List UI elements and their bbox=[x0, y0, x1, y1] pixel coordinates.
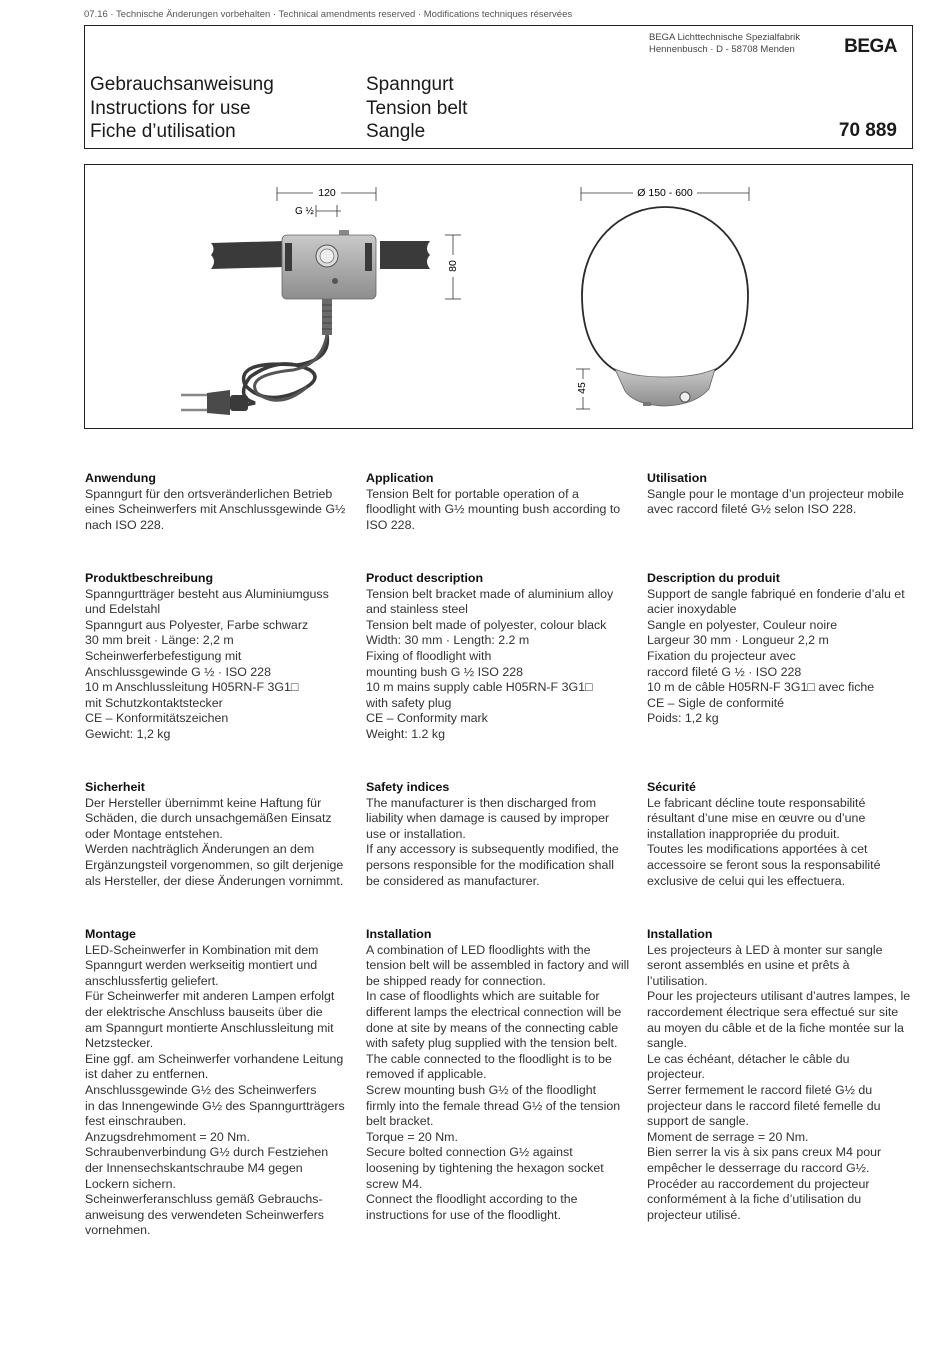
heading-en: Installation bbox=[366, 927, 432, 941]
col-en bbox=[366, 471, 638, 533]
product-titles bbox=[366, 73, 467, 144]
company-location: Hennenbusch · D - 58708 Menden bbox=[649, 44, 795, 55]
heading-en: Application bbox=[366, 471, 434, 485]
col-en bbox=[366, 780, 638, 889]
body-en: A combination of LED floodlights with the tension belt will be assembled in factory and will be shipped ready for connection. In case of floodlights which are suitable for different lamps the electrical connection will be done at site by means of the connecting cable with safety plug supplied with the tension belt. The cable connected to the floodlight is to be removed if applicable. Screw mounting bush G½ of the floodlight firmly into the female thread G½ of the tension belt bracket. Torque = 20 Nm. Secure bolted connection G½ against loosening by tightening the hexagon socket screw M4. Connect the floodlight according to the instructions for use of the floodlight. bbox=[366, 942, 630, 1222]
width-label: 120 bbox=[318, 187, 336, 199]
heading-de: Montage bbox=[85, 927, 136, 941]
heading-fr: Utilisation bbox=[647, 471, 707, 485]
heading-fr: Sécurité bbox=[647, 780, 696, 794]
document-type-titles bbox=[90, 73, 274, 144]
belt-loop-drawing bbox=[575, 185, 749, 409]
doc-title-en: Instructions for use bbox=[90, 97, 251, 119]
revision-note: 07.16 · Technische Änderungen vorbehalten · Technical amendments reserved · Modifications techniques réservées bbox=[84, 9, 573, 20]
heading-de: Sicherheit bbox=[85, 780, 145, 794]
diameter-label: Ø 150 - 600 bbox=[637, 187, 693, 199]
bracket-height-dimension bbox=[575, 369, 590, 409]
product-title-en: Tension belt bbox=[366, 97, 468, 119]
company-name: BEGA Lichttechnische Spezialfabrik bbox=[649, 32, 801, 43]
col-de bbox=[85, 471, 357, 533]
col-fr bbox=[647, 927, 919, 1223]
thread-dimension bbox=[295, 205, 341, 217]
col-de bbox=[85, 571, 357, 743]
col-fr bbox=[647, 571, 919, 727]
heading-de: Produktbeschreibung bbox=[85, 571, 214, 585]
bracket-drawing bbox=[181, 185, 461, 415]
diameter-dimension bbox=[581, 185, 749, 201]
body-en: Tension Belt for portable operation of a floodlight with G½ mounting bush according to ISO 228. bbox=[366, 486, 621, 532]
heading-en: Product description bbox=[366, 571, 484, 585]
col-fr bbox=[647, 780, 919, 889]
body-de: Der Hersteller übernimmt keine Haftung für Schäden, die durch unsachgemäßen Einsatz oder Montage entstehen. Werden nachträglich Änderungen an dem Ergänzungsteil vorgenommen, so gilt derjenige als Hersteller, der diese Änderungen vornimmt. bbox=[85, 795, 344, 888]
height-label: 80 bbox=[447, 260, 459, 272]
thread-label: G ½ bbox=[295, 206, 314, 217]
body-en: The manufacturer is then discharged from liability when damage is caused by improper use or installation. If any accessory is subsequently modified, the persons responsible for the modification shall be considered as manufacturer. bbox=[366, 795, 619, 888]
company-address bbox=[649, 32, 800, 56]
body-de: LED-Scheinwerfer in Kombination mit dem Spanngurt werden werkseitig montiert und anschlussfertig geliefert. Für Scheinwerfer mit anderen Lampen erfolgt der elektrische Anschluss bauseits über die am Spanngurt montierte Anschlussleitung mit Netzstecker. Eine ggf. am Scheinwerfer vorhandene Leitung ist daher zu entfernen. Anschlussgewinde G½ des Scheinwerfers in das Innengewinde G½ des Spanngurtträgers fest einschrauben. Anzugsdrehmoment = 20 Nm. Schraubenverbindung G½ durch Festziehen der Innensechskantschraube M4 gegen Lockern sichern. Scheinwerferanschluss gemäß Gebrauchs- anweisung des verwendeten Scheinwerfers vornehmen. bbox=[85, 942, 345, 1238]
belt-left bbox=[211, 241, 285, 269]
body-de: Spanngurt für den ortsveränderlichen Betrieb eines Scheinwerfers mit Anschlussgewinde G½ nach ISO 228. bbox=[85, 486, 346, 532]
doc-title-de: Gebrauchsanweisung bbox=[90, 74, 274, 95]
heading-de: Anwendung bbox=[85, 471, 156, 485]
col-de bbox=[85, 780, 357, 889]
safety-plug bbox=[207, 390, 230, 415]
col-en bbox=[366, 927, 638, 1223]
brand-logo: BEGA bbox=[844, 36, 897, 57]
product-drawing bbox=[84, 164, 913, 429]
bracket-side-view bbox=[615, 369, 715, 406]
doc-title-fr: Fiche d’utilisation bbox=[90, 121, 236, 142]
body-fr: Le fabricant décline toute responsabilité résultant d’une mise en œuvre ou d’une installation inappropriée du produit. Toutes les modifications apportées à cet accessoire se feront sous la responsabilité exclusive de celui qui les effectuera. bbox=[647, 795, 881, 888]
body-fr: Sangle pour le montage d’un projecteur mobile avec raccord fileté G½ selon ISO 228. bbox=[647, 486, 904, 517]
product-title-de: Spanngurt bbox=[366, 74, 454, 95]
width-dimension bbox=[277, 185, 376, 201]
height-dimension bbox=[445, 235, 461, 299]
body-en: Tension belt bracket made of aluminium alloy and stainless steel Tension belt made of polyester, colour black Width: 30 mm · Length: 2.2 m Fixing of floodlight with mounting bush G ½ ISO 228 10 m mains supply cable H05RN-F 3G1□ with safety plug CE – Conformity mark Weight: 1.2 kg bbox=[366, 586, 614, 741]
heading-en: Safety indices bbox=[366, 780, 450, 794]
body-de: Spanngurtträger besteht aus Aluminiumguss und Edelstahl Spanngurt aus Polyester, Farbe schwarz 30 mm breit · Länge: 2,2 m Scheinwerferbefestigung mit Anschlussgewinde G ½ · ISO 228 10 m Anschlussleitung H05RN-F 3G1□ mit Schutzkontaktstecker CE – Konformitätszeichen Gewicht: 1,2 kg bbox=[85, 586, 329, 741]
belt-right bbox=[380, 241, 430, 269]
belt-loop bbox=[582, 207, 748, 373]
heading-fr: Installation bbox=[647, 927, 713, 941]
col-de bbox=[85, 927, 357, 1239]
product-title-fr: Sangle bbox=[366, 121, 426, 142]
bracket-height-label: 45 bbox=[576, 382, 588, 394]
body-fr: Support de sangle fabriqué en fonderie d’alu et acier inoxydable Sangle en polyester, Couleur noire Largeur 30 mm · Longueur 2,2 m Fixation du projecteur avec raccord fileté G ½ · ISO 228 10 m de câble H05RN-F 3G1□ avec fiche CE – Sigle de conformité Poids: 1,2 kg bbox=[647, 586, 905, 726]
technical-drawing bbox=[85, 165, 914, 430]
body-fr: Les projecteurs à LED à monter sur sangle seront assemblés en usine et prêts à l’utilisation. Pour les projecteurs utilisant d’autres lampes, le raccordement électrique sera effectué sur site au moyen du câble et de la fiche montée sur la sangle. Le cas échéant, détacher le câble du projecteur. Serrer fermement le raccord fileté G½ du projecteur dans le raccord fileté femelle du support de sangle. Moment de serrage = 20 Nm. Bien serrer la vis à six pans creux M4 pour empêcher le desserrage du raccord G½. Procéder au raccordement du projecteur conformément à la fiche d’utilisation du projecteur utilisé. bbox=[647, 942, 911, 1222]
col-en bbox=[366, 571, 638, 743]
article-number: 70 889 bbox=[838, 120, 897, 141]
heading-fr: Description du produit bbox=[647, 571, 780, 585]
document-header bbox=[84, 25, 913, 149]
col-fr bbox=[647, 471, 919, 518]
